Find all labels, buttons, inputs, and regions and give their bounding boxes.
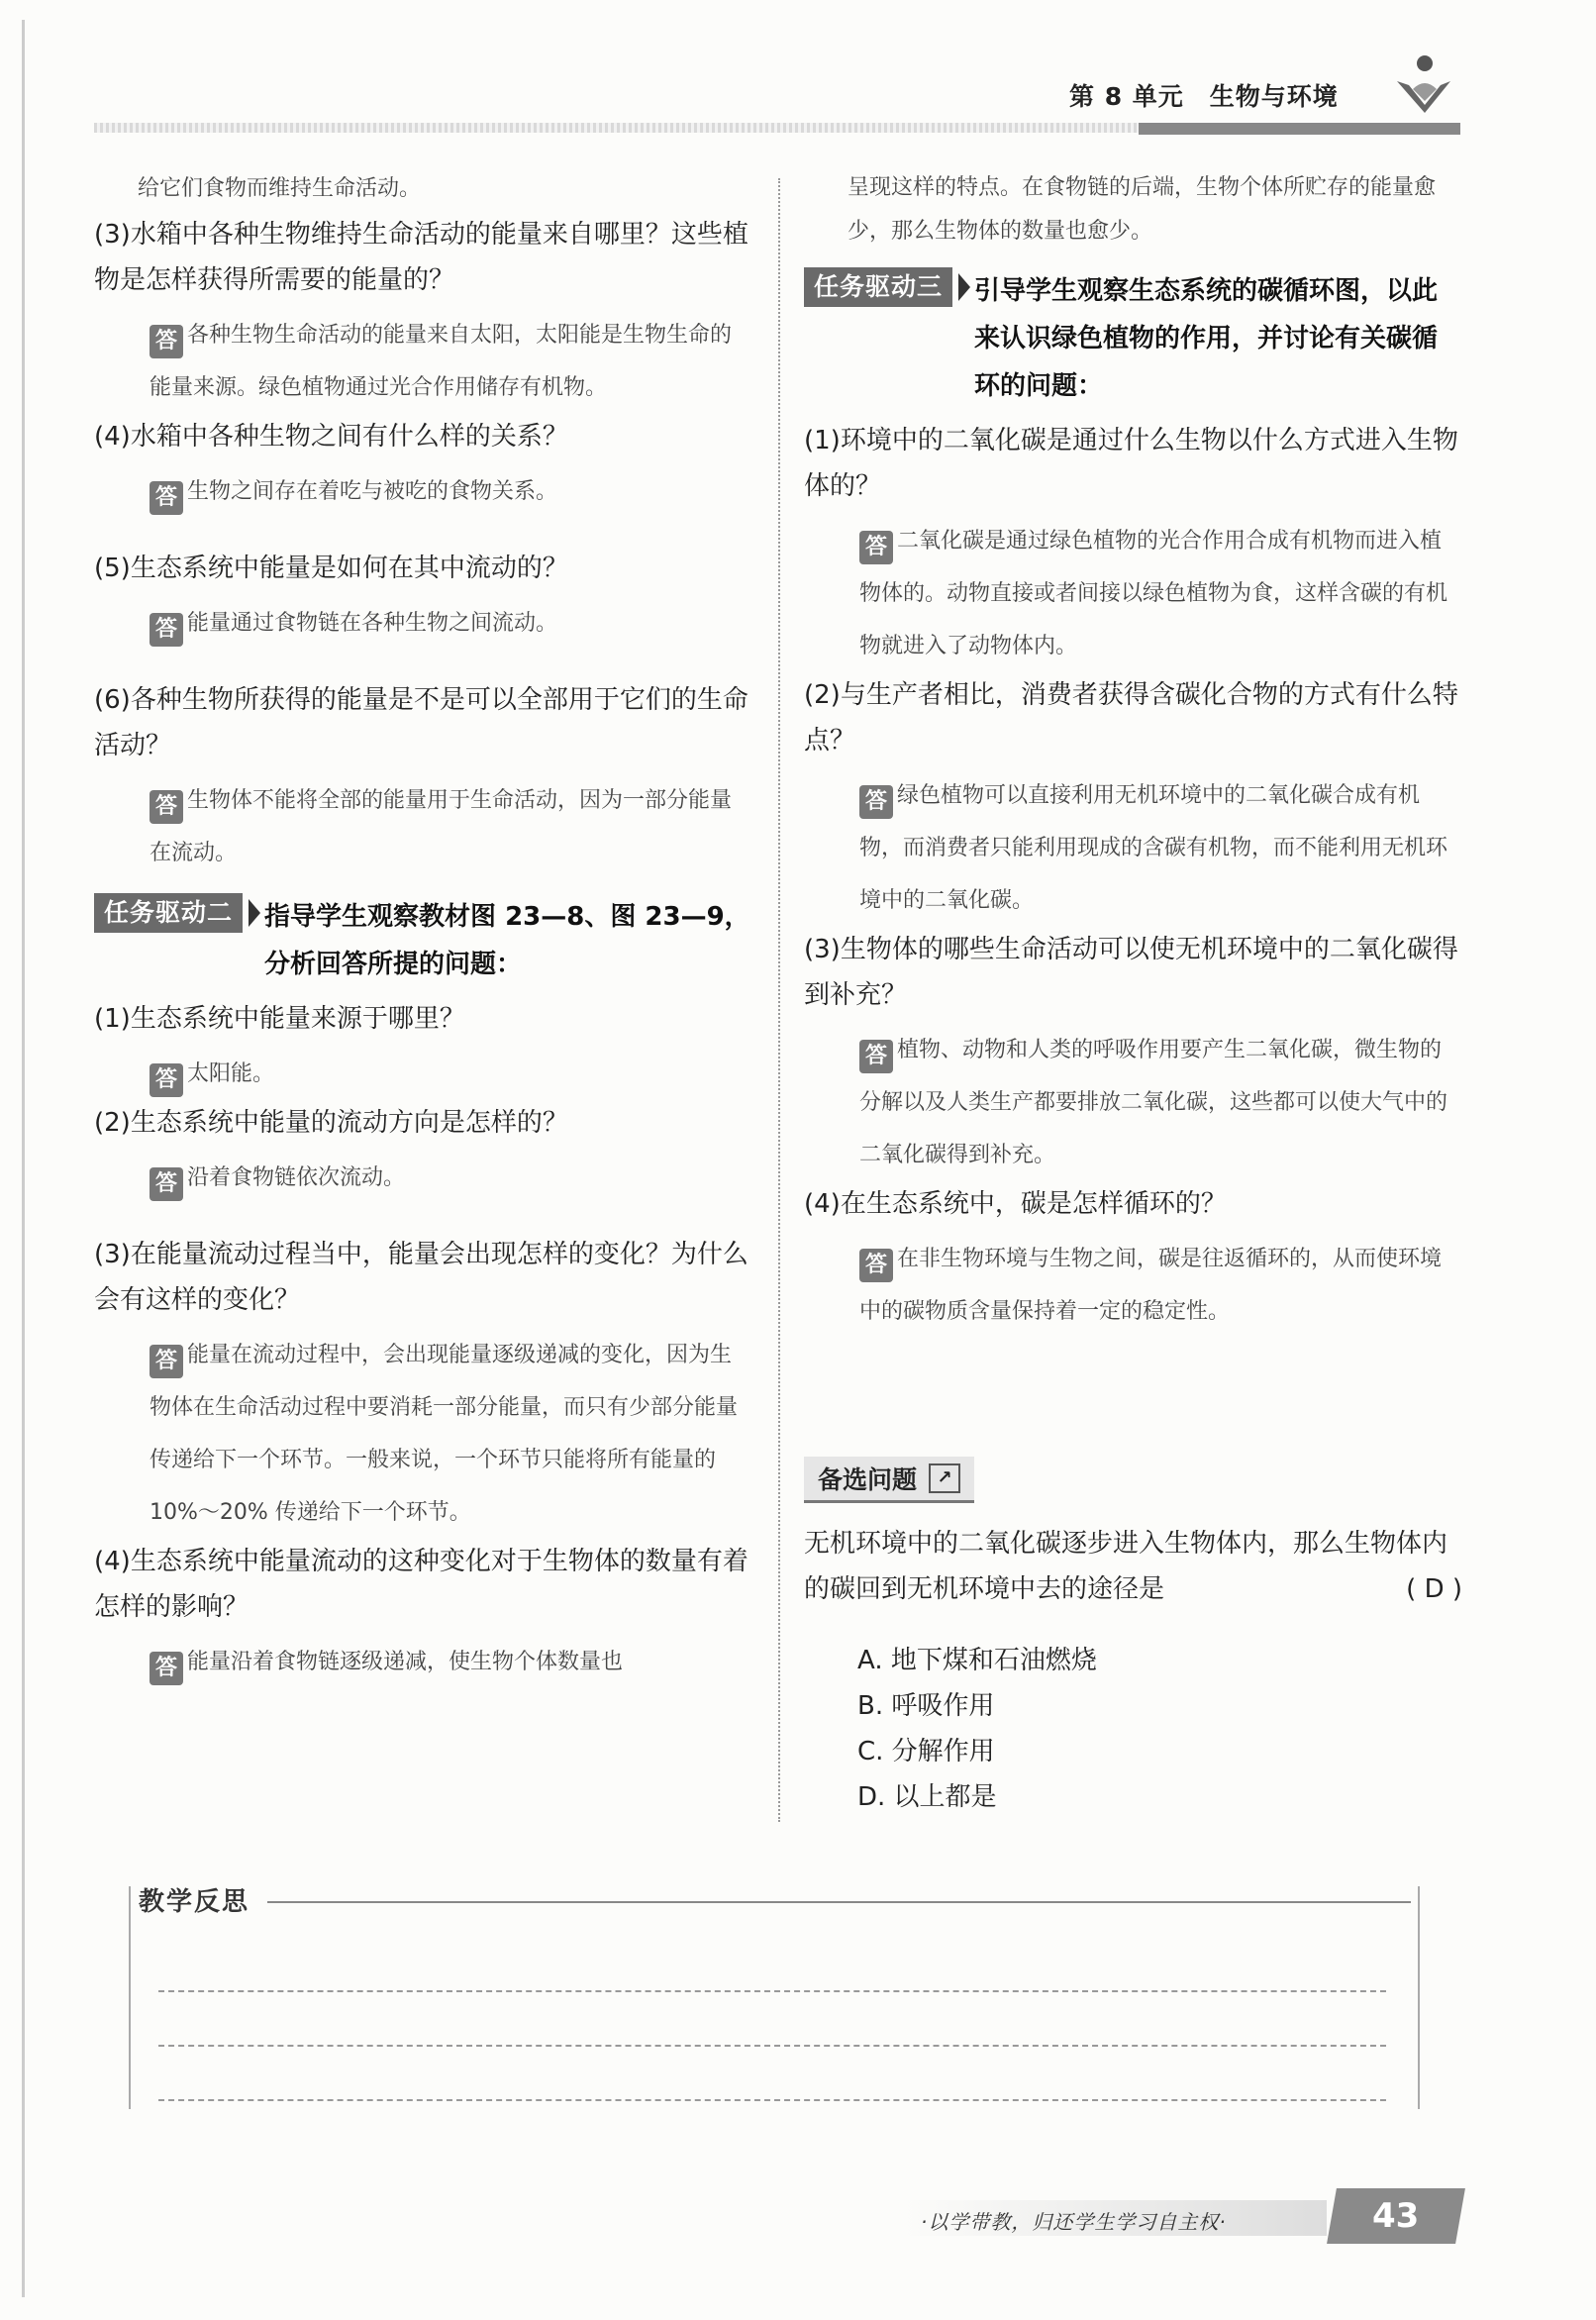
answer-body: 植物、动物和人类的呼吸作用要产生二氧化碳，微生物的分解以及人类生产都要排放二氧化碳，这些都可以使大气中的二氧化碳得到补充。 bbox=[859, 1038, 1448, 1167]
answer-body: 能量通过食物链在各种生物之间流动。 bbox=[187, 611, 558, 636]
qa-item bbox=[804, 672, 1462, 927]
answer-text bbox=[94, 1636, 752, 1688]
answer-badge-icon: 答 bbox=[150, 1167, 183, 1201]
answer-text bbox=[94, 1152, 752, 1204]
answer-body: 绿色植物可以直接利用无机环境中的二氧化碳合成有机物，而消费者只能利用现成的含碳有机物，而不能利用无机环境中的二氧化碳。 bbox=[859, 783, 1448, 913]
question-text: (1)生态系统中能量来源于哪里？ bbox=[94, 1004, 465, 1034]
arrow-icon: ↗ bbox=[929, 1463, 960, 1493]
left-intro-text: 给它们食物而维持生命活动。 bbox=[138, 176, 422, 201]
left-column bbox=[94, 166, 752, 1688]
optional-stem-text: 无机环境中的二氧化碳逐步进入生物体内，那么生物体内的碳回到无机环境中去的途径是 bbox=[804, 1529, 1448, 1604]
optional-question-block bbox=[804, 1457, 1462, 1820]
footer-slogan: ·以学带教，归还学生学习自主权· bbox=[921, 2210, 1227, 2234]
reflection-writing-line[interactable] bbox=[158, 1990, 1386, 1992]
reflection-box bbox=[129, 1886, 1420, 2109]
answer-badge-icon: 答 bbox=[150, 325, 183, 358]
answer-badge-icon: 答 bbox=[150, 1345, 183, 1378]
optional-options bbox=[804, 1638, 1462, 1820]
option-item: C. 分解作用 bbox=[857, 1737, 995, 1766]
answer-badge-icon: 答 bbox=[150, 1652, 183, 1685]
reflection-writing-line[interactable] bbox=[158, 2099, 1386, 2101]
option-item: B. 呼吸作用 bbox=[857, 1691, 995, 1721]
answer-text bbox=[94, 774, 752, 879]
question-text: (1)环境中的二氧化碳是通过什么生物以什么方式进入生物体的？ bbox=[804, 426, 1458, 501]
page-number-text: 43 bbox=[1372, 2196, 1420, 2236]
answer-text bbox=[804, 769, 1462, 927]
answer-badge-icon: 答 bbox=[859, 531, 893, 564]
question-text: (3)生物体的哪些生命活动可以使无机环境中的二氧化碳得到补充？ bbox=[804, 935, 1458, 1010]
reflection-rule bbox=[267, 1901, 1411, 1903]
question-text: (4)水箱中各种生物之间有什么样的关系？ bbox=[94, 422, 568, 452]
question-text: (3)水箱中各种生物维持生命活动的能量来自哪里？这些植物是怎样获得所需要的能量的？ bbox=[94, 220, 748, 295]
optional-answer: ( D ) bbox=[1406, 1574, 1462, 1604]
answer-body: 生物之间存在着吃与被吃的食物关系。 bbox=[187, 479, 558, 504]
qa-item bbox=[94, 1100, 752, 1204]
task-three-block bbox=[804, 267, 1462, 410]
qa-item bbox=[804, 418, 1462, 672]
question-text: (4)生态系统中能量流动的这种变化对于生物体的数量有着怎样的影响？ bbox=[94, 1547, 748, 1622]
qa-item bbox=[94, 1539, 752, 1688]
answer-text bbox=[94, 465, 752, 518]
qa-item bbox=[94, 1232, 752, 1539]
optional-heading-label: 备选问题 bbox=[818, 1465, 918, 1494]
answer-text bbox=[804, 515, 1462, 672]
answer-text bbox=[94, 309, 752, 414]
task-two-tag: 任务驱动二 bbox=[94, 893, 243, 933]
optional-question-heading bbox=[804, 1457, 974, 1503]
answer-body: 能量沿着食物链逐级递减，使生物个体数量也 bbox=[187, 1650, 624, 1674]
answer-badge-icon: 答 bbox=[859, 785, 893, 819]
answer-body: 各种生物生命活动的能量来自太阳，太阳能是生物生命的能量来源。绿色植物通过光合作用储存有机物。 bbox=[150, 323, 733, 400]
optional-question-stem bbox=[804, 1521, 1462, 1612]
reader-logo-icon bbox=[1391, 51, 1456, 121]
qa-item bbox=[804, 1181, 1462, 1338]
option-item: D. 以上都是 bbox=[857, 1782, 997, 1812]
answer-text bbox=[94, 1048, 752, 1100]
answer-badge-icon: 答 bbox=[150, 613, 183, 647]
qa-item bbox=[94, 414, 752, 518]
question-text: (2)与生产者相比，消费者获得含碳化合物的方式有什么特点？ bbox=[804, 680, 1458, 756]
task-two-block bbox=[94, 893, 752, 988]
answer-body: 二氧化碳是通过绿色植物的光合作用合成有机物而进入植物体的。动物直接或者间接以绿色植物为食，这样含碳的有机物就进入了动物体内。 bbox=[859, 529, 1448, 658]
right-column bbox=[804, 166, 1462, 1820]
header-divider-accent bbox=[1139, 123, 1460, 135]
column-divider bbox=[778, 178, 780, 1822]
answer-body: 能量在流动过程中，会出现能量逐级递减的变化，因为生物体在生命活动过程中要消耗一部分能量，而只有少部分能量传递给下一个环节。一般来说，一个环节只能将所有能量的 10%～20% 传递给下一个环节。 bbox=[150, 1343, 739, 1525]
answer-badge-icon: 答 bbox=[859, 1040, 893, 1073]
answer-body: 在非生物环境与生物之间，碳是往返循环的，从而使环境中的碳物质含量保持着一定的稳定性。 bbox=[859, 1247, 1443, 1324]
qa-item bbox=[804, 927, 1462, 1181]
right-intro-text: 呈现这样的特点。在食物链的后端，生物个体所贮存的能量愈少，那么生物体的数量也愈少。 bbox=[848, 175, 1437, 244]
qa-item bbox=[94, 677, 752, 879]
task-two-text: 指导学生观察教材图 23—8、图 23—9，分析回答所提的问题： bbox=[264, 902, 750, 979]
unit-header-title: 第 8 单元 生物与环境 bbox=[1069, 82, 1339, 111]
answer-text bbox=[804, 1233, 1462, 1338]
answer-body: 生物体不能将全部的能量用于生命活动，因为一部分能量在流动。 bbox=[150, 788, 733, 865]
qa-item bbox=[94, 546, 752, 650]
reflection-writing-line[interactable] bbox=[158, 2045, 1386, 2047]
answer-badge-icon: 答 bbox=[859, 1249, 893, 1282]
page-number bbox=[1327, 2188, 1465, 2244]
answer-body: 太阳能。 bbox=[187, 1061, 275, 1086]
question-text: (5)生态系统中能量是如何在其中流动的？ bbox=[94, 554, 568, 583]
answer-badge-icon: 答 bbox=[150, 481, 183, 515]
answer-text bbox=[94, 1329, 752, 1539]
answer-text bbox=[94, 597, 752, 650]
page-edge-rule bbox=[22, 20, 25, 2297]
answer-text bbox=[804, 1024, 1462, 1181]
answer-badge-icon: 答 bbox=[150, 790, 183, 824]
option-item: A. 地下煤和石油燃烧 bbox=[857, 1646, 1097, 1675]
question-text: (2)生态系统中能量的流动方向是怎样的？ bbox=[94, 1108, 568, 1138]
question-text: (3)在能量流动过程当中，能量会出现怎样的变化？为什么会有这样的变化？ bbox=[94, 1240, 748, 1315]
task-three-text: 引导学生观察生态系统的碳循环图，以此来认识绿色植物的作用，并讨论有关碳循环的问题： bbox=[974, 276, 1439, 401]
answer-body: 沿着食物链依次流动。 bbox=[187, 1165, 406, 1190]
question-text: (6)各种生物所获得的能量是不是可以全部用于它们的生命活动？ bbox=[94, 685, 748, 760]
question-text: (4)在生态系统中，碳是怎样循环的？ bbox=[804, 1189, 1227, 1219]
qa-item bbox=[94, 996, 752, 1100]
qa-item bbox=[94, 212, 752, 414]
task-three-tag: 任务驱动三 bbox=[804, 267, 952, 307]
reflection-title: 教学反思 bbox=[139, 1887, 250, 1917]
answer-badge-icon: 答 bbox=[150, 1063, 183, 1097]
